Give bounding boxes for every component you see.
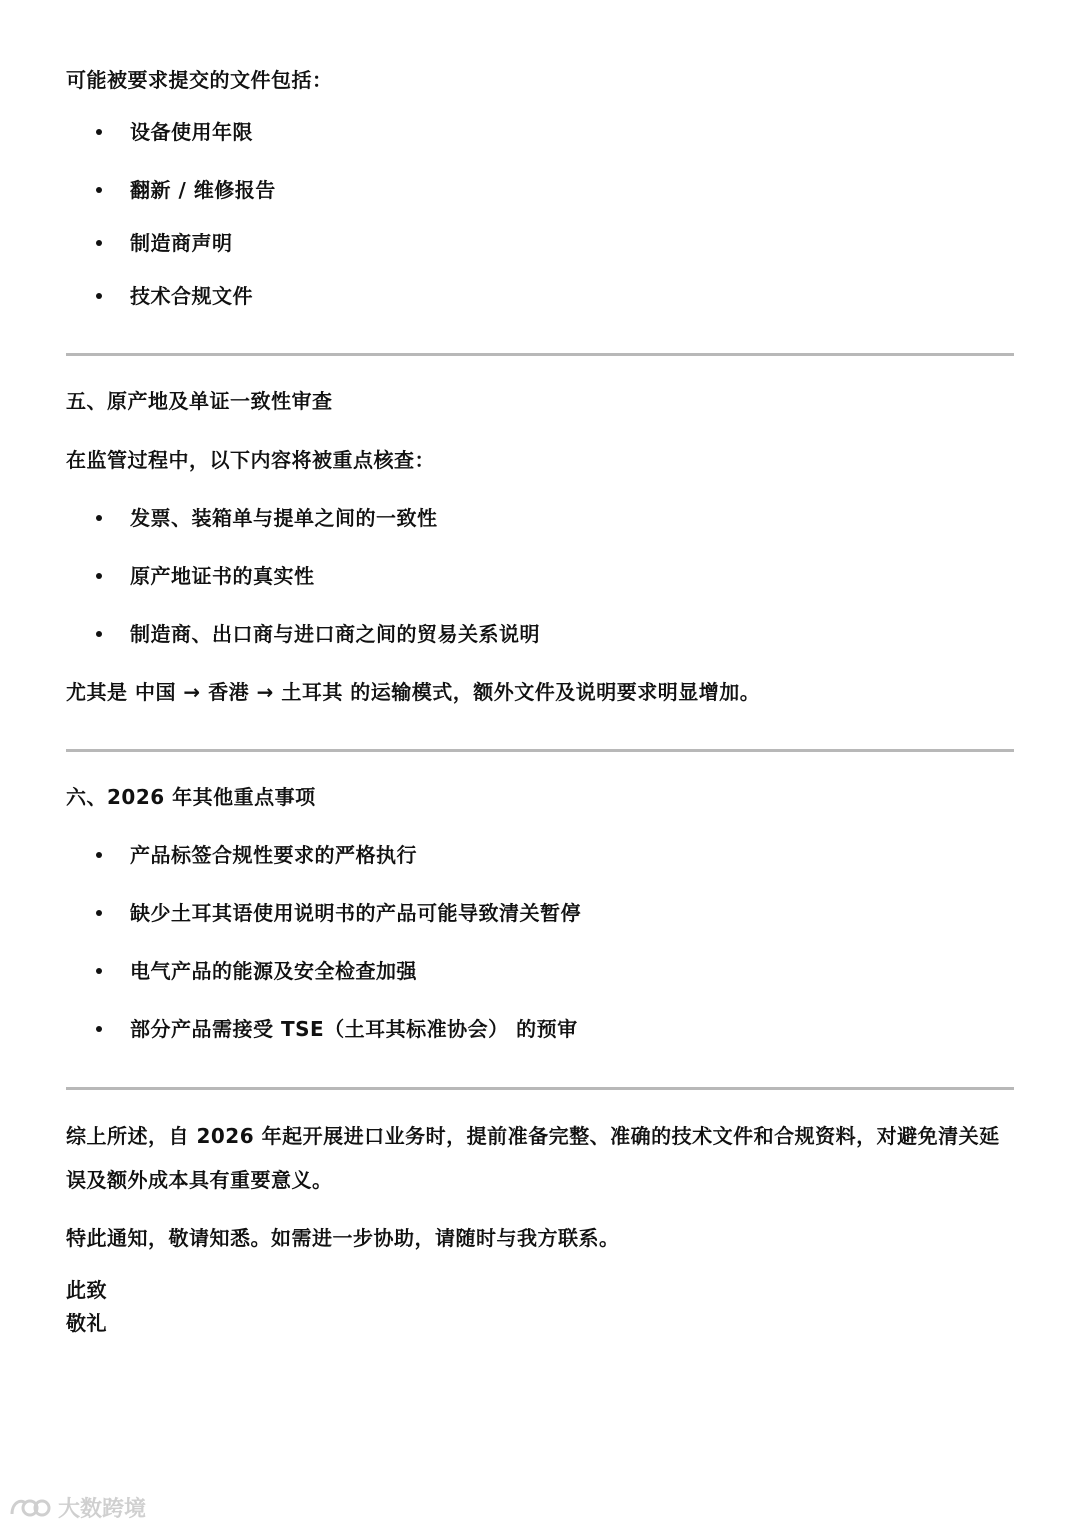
list-item-text: 发票、装箱单与提单之间的一致性 [130,506,438,530]
list-item-text: 缺少土耳其语使用说明书的产品可能导致清关暂停 [130,901,581,925]
section-title: 五、原产地及单证一致性审查 [66,389,333,413]
list-item-text: 产品标签合规性要求的严格执行 [130,843,417,867]
bullet-icon [96,187,102,193]
list-item-text: 设备使用年限 [130,120,253,144]
list-item-text: 电气产品的能源及安全检查加强 [130,959,417,983]
logo-icon [8,1494,52,1522]
list-item-text: 原产地证书的真实性 [130,564,315,588]
signoff-line-1: 此致 [66,1278,107,1302]
bullet-icon [96,240,102,246]
list-item-text: 部分产品需接受 TSE（土耳其标准协会） 的预审 [130,1017,578,1041]
list-item-text: 技术合规文件 [130,284,253,308]
bullet-icon [96,1026,102,1032]
section-lead: 在监管过程中，以下内容将被重点核查： [66,448,435,472]
list-item-text: 翻新 / 维修报告 [130,178,276,202]
signoff-line-2: 敬礼 [66,1311,107,1335]
docs-heading: 可能被要求提交的文件包括： [66,68,333,92]
bullet-icon [96,515,102,521]
closing-summary: 综上所述，自 2026 年起开展进口业务时，提前准备完整、准确的技术文件和合规资料，对避免清关延误及额外成本具有重要意义。 [66,1124,1000,1192]
watermark [8,1492,146,1523]
bullet-icon [96,129,102,135]
bullet-icon [96,968,102,974]
section-divider [66,1087,1014,1090]
section-divider [66,749,1014,752]
bullet-icon [96,631,102,637]
list-item-text: 制造商、出口商与进口商之间的贸易关系说明 [130,622,540,646]
list-item-text: 制造商声明 [130,231,233,255]
bullet-icon [96,852,102,858]
section-divider [66,353,1014,356]
closing-notice: 特此通知，敬请知悉。如需进一步协助，请随时与我方联系。 [66,1226,620,1250]
bullet-icon [96,293,102,299]
bullet-icon [96,573,102,579]
section-title: 六、2026 年其他重点事项 [66,785,316,809]
watermark-text: 大数跨境 [58,1497,147,1522]
section-note: 尤其是 中国 → 香港 → 土耳其 的运输模式，额外文件及说明要求明显增加。 [66,680,761,704]
bullet-icon [96,910,102,916]
